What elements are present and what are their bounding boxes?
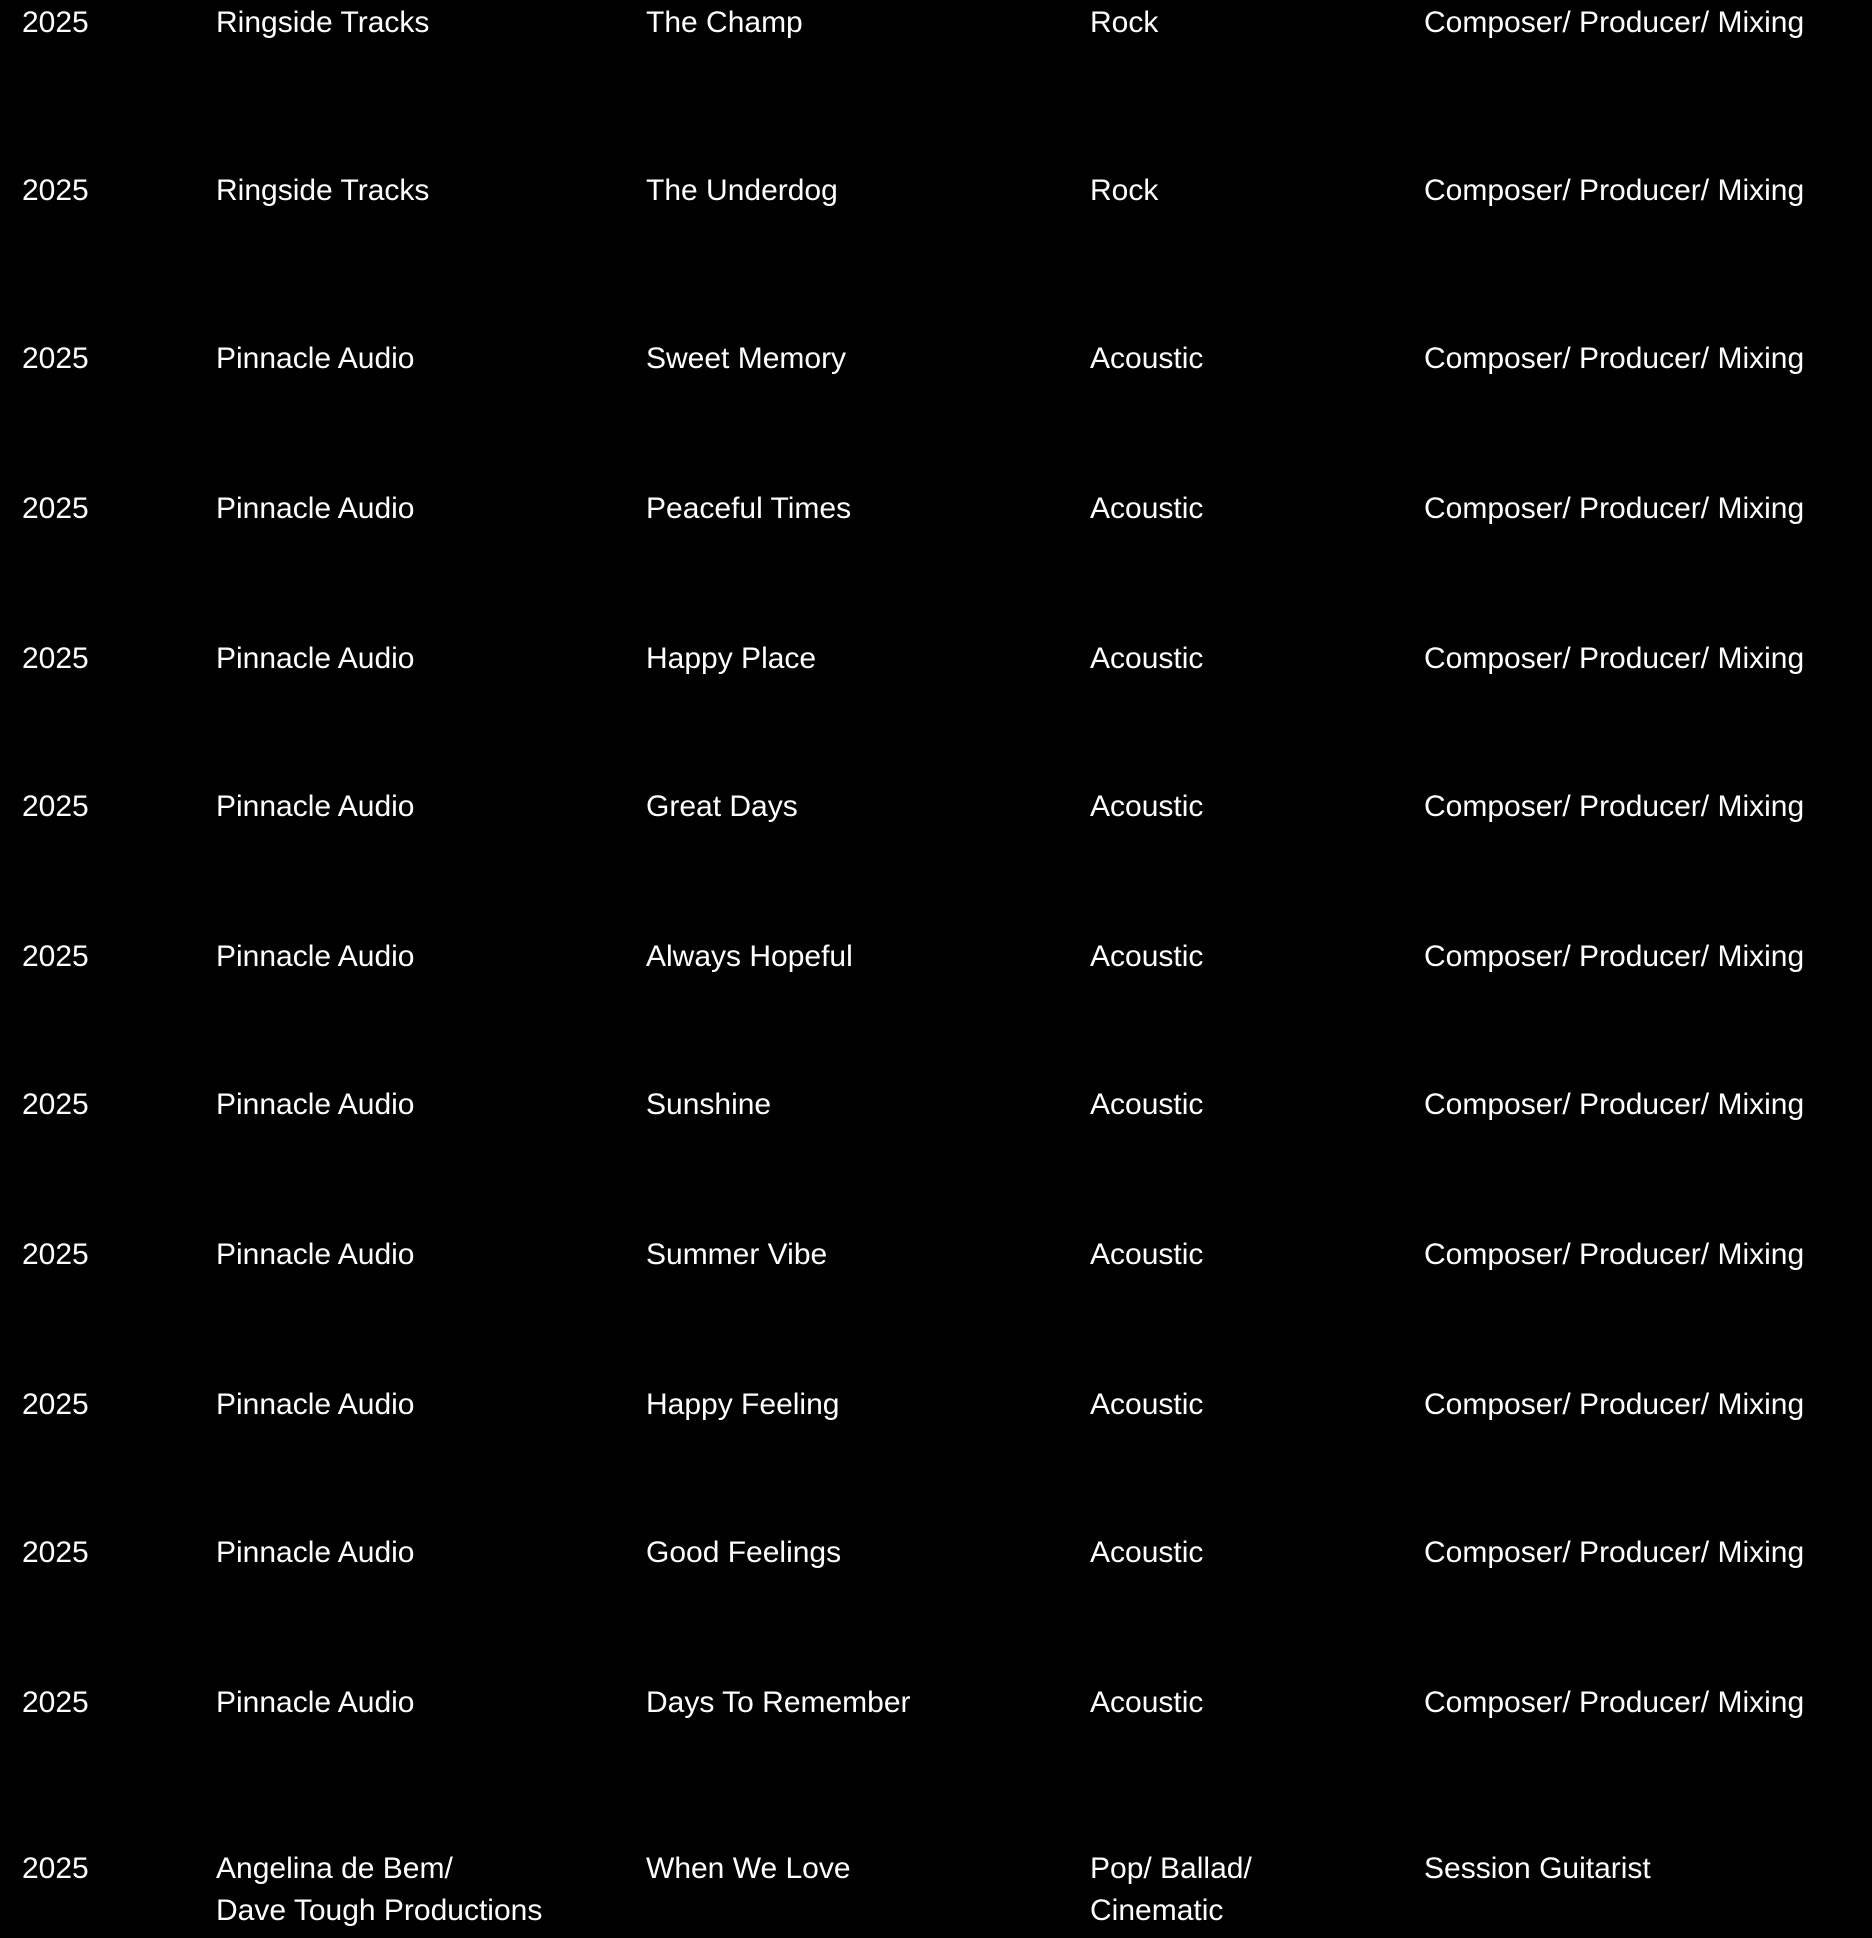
client-cell: Pinnacle Audio [216,1686,415,1719]
genre-cell: Acoustic [1090,1388,1204,1421]
year-cell: 2025 [22,174,89,207]
year-cell: 2025 [22,1852,89,1885]
genre-cell: Acoustic [1090,1238,1204,1271]
year-cell: 2025 [22,492,89,525]
client-cell: Pinnacle Audio [216,1238,415,1271]
table-row [0,1532,1872,1612]
client-cell: Pinnacle Audio [216,940,415,973]
table-row [0,1234,1872,1314]
title-cell: Summer Vibe [646,1238,828,1271]
table-row [0,1848,1872,1938]
role-cell: Composer/ Producer/ Mixing [1424,6,1805,39]
role-cell: Composer/ Producer/ Mixing [1424,1388,1805,1421]
role-cell: Composer/ Producer/ Mixing [1424,174,1805,207]
year-cell: 2025 [22,1388,89,1421]
role-cell: Composer/ Producer/ Mixing [1424,1238,1805,1271]
genre-cell: Acoustic [1090,1686,1204,1719]
genre-cell: Acoustic [1090,642,1204,675]
genre-cell: Acoustic [1090,492,1204,525]
client-cell: Ringside Tracks [216,6,430,39]
role-cell: Composer/ Producer/ Mixing [1424,342,1805,375]
table-row [0,338,1872,418]
client-cell: Pinnacle Audio [216,790,415,823]
table-row [0,1384,1872,1464]
role-cell: Composer/ Producer/ Mixing [1424,790,1805,823]
genre-cell: Rock [1090,6,1159,39]
title-cell: Good Feelings [646,1536,842,1569]
role-cell: Composer/ Producer/ Mixing [1424,1088,1805,1121]
role-cell: Composer/ Producer/ Mixing [1424,642,1805,675]
title-cell: Sunshine [646,1088,772,1121]
genre-cell: Acoustic [1090,1536,1204,1569]
title-cell: Peaceful Times [646,492,852,525]
title-cell: Great Days [646,790,798,823]
year-cell: 2025 [22,1686,89,1719]
title-cell: The Underdog [646,174,838,207]
title-cell: Always Hopeful [646,940,853,973]
table-row [0,1682,1872,1762]
table-row [0,638,1872,718]
role-cell: Session Guitarist [1424,1852,1651,1885]
table-row [0,2,1872,82]
title-cell: When We Love [646,1852,851,1885]
role-cell: Composer/ Producer/ Mixing [1424,1536,1805,1569]
year-cell: 2025 [22,342,89,375]
year-cell: 2025 [22,1238,89,1271]
year-cell: 2025 [22,642,89,675]
table-row [0,488,1872,568]
client-cell: Ringside Tracks [216,174,430,207]
year-cell: 2025 [22,1536,89,1569]
genre-cell: Pop/ Ballad/ Cinematic [1090,1852,1252,1927]
title-cell: Happy Feeling [646,1388,840,1421]
year-cell: 2025 [22,940,89,973]
client-cell: Angelina de Bem/ Dave Tough Productions [216,1852,543,1927]
table-row [0,170,1872,250]
genre-cell: Rock [1090,174,1159,207]
client-cell: Pinnacle Audio [216,642,415,675]
client-cell: Pinnacle Audio [216,492,415,525]
client-cell: Pinnacle Audio [216,1388,415,1421]
year-cell: 2025 [22,6,89,39]
year-cell: 2025 [22,790,89,823]
genre-cell: Acoustic [1090,342,1204,375]
genre-cell: Acoustic [1090,940,1204,973]
role-cell: Composer/ Producer/ Mixing [1424,940,1805,973]
year-cell: 2025 [22,1088,89,1121]
title-cell: The Champ [646,6,803,39]
table-row [0,786,1872,866]
client-cell: Pinnacle Audio [216,1088,415,1121]
title-cell: Sweet Memory [646,342,847,375]
title-cell: Happy Place [646,642,817,675]
genre-cell: Acoustic [1090,1088,1204,1121]
role-cell: Composer/ Producer/ Mixing [1424,492,1805,525]
genre-cell: Acoustic [1090,790,1204,823]
client-cell: Pinnacle Audio [216,1536,415,1569]
title-cell: Days To Remember [646,1686,911,1719]
table-row [0,936,1872,1016]
table-row [0,1084,1872,1164]
role-cell: Composer/ Producer/ Mixing [1424,1686,1805,1719]
client-cell: Pinnacle Audio [216,342,415,375]
